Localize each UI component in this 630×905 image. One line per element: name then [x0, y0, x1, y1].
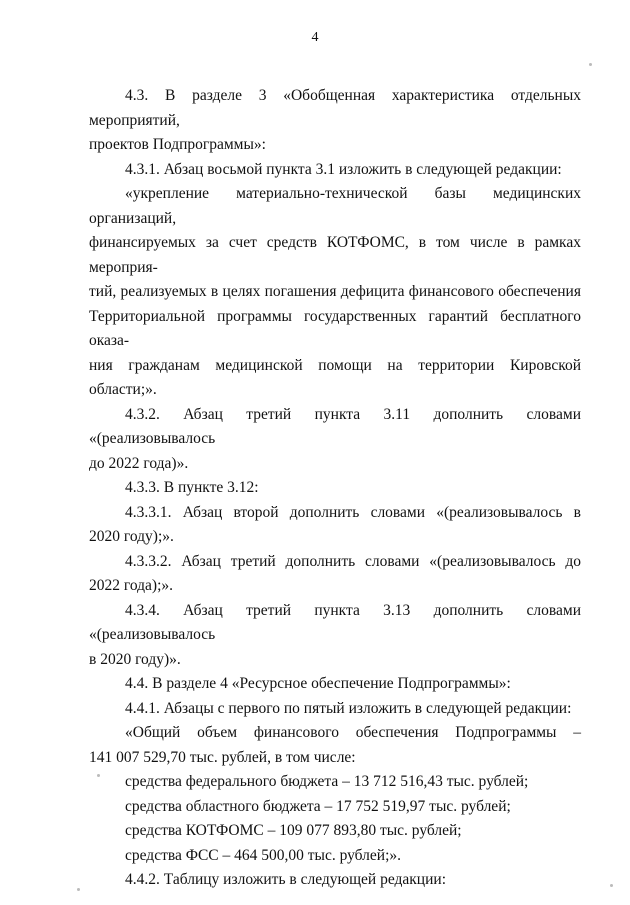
text-line: Территориальной программы государственных гарантий бесплатного оказа- [89, 307, 581, 349]
paragraph-4-4-1 [89, 697, 581, 722]
text-line: 2022 года);». [89, 577, 174, 594]
scan-speck [610, 884, 613, 887]
paragraph-federal-budget [89, 770, 581, 795]
text-line: 4.4. В разделе 4 «Ресурсное обеспечение Подпрограммы»: [125, 675, 511, 692]
text-line: 4.4.1. Абзацы с первого по пятый изложить в следующей редакции: [125, 699, 572, 717]
text-line: тий, реализуемых в целях погашения дефицита финансового обеспечения [89, 283, 581, 300]
paragraph-4-4-2 [89, 868, 581, 893]
text-line: 4.3.1. Абзац восьмой пункта 3.1 изложить в следующей редакции: [125, 160, 562, 178]
document-body [89, 84, 581, 893]
paragraph-4-3-1 [89, 158, 581, 183]
paragraph-regional-budget [89, 795, 581, 820]
paragraph-4-3-3-1 [89, 501, 581, 550]
text-line: 4.3.3.1. Абзац второй дополнить словами «(реализовывалось в [125, 503, 581, 521]
text-line: 4.4.2. Таблицу изложить в следующей редакции: [125, 871, 446, 888]
text-line: ния гражданам медицинской помощи на территории Кировской области;». [89, 356, 581, 398]
text-line: средства ФСС – 464 500,00 тыс. рублей;». [125, 846, 402, 864]
text-line: средства федерального бюджета – 13 712 516,43 тыс. рублей; [125, 773, 529, 790]
text-line: 4.3. В разделе 3 «Обобщенная характеристика отдельных мероприятий, [89, 87, 581, 129]
page-number: 4 [311, 30, 319, 45]
scan-speck [97, 774, 100, 777]
text-line: до 2022 года)». [89, 454, 189, 472]
paragraph-4-3 [89, 84, 581, 158]
scan-speck [589, 63, 592, 66]
paragraph-4-4 [89, 672, 581, 697]
text-line: 4.3.2. Абзац третий пункта 3.11 дополнить словами «(реализовывалось [89, 405, 581, 447]
text-line: 141 007 529,70 тыс. рублей, в том числе: [89, 748, 356, 766]
text-line: 4.3.3. В пункте 3.12: [125, 479, 259, 496]
text-line: проектов Подпрограммы»: [89, 136, 266, 153]
paragraph-4-3-3-2 [89, 550, 581, 599]
paragraph-4-3-4 [89, 599, 581, 673]
paragraph-quote-total [89, 721, 581, 770]
paragraph-kotfoms [89, 819, 581, 844]
paragraph-fss [89, 844, 581, 869]
text-line: «укрепление материально-технической базы медицинских организаций, [89, 185, 581, 227]
text-line: 4.3.4. Абзац третий пункта 3.13 дополнить словами «(реализовывалось [89, 601, 581, 643]
text-line: средства областного бюджета – 17 752 519,97 тыс. рублей; [125, 797, 511, 815]
text-line: финансируемых за счет средств КОТФОМС, в том числе в рамках мероприя- [89, 234, 581, 276]
paragraph-4-3-3 [89, 476, 581, 501]
scan-speck [77, 888, 80, 891]
paragraph-quote-3-1 [89, 182, 581, 403]
text-line: средства КОТФОМС – 109 077 893,80 тыс. рублей; [125, 822, 462, 839]
text-line: «Общий объем финансового обеспечения Подпрограммы – [125, 724, 581, 741]
text-line: 4.3.3.2. Абзац третий дополнить словами «(реализовывалось до [125, 552, 581, 570]
text-line: в 2020 году)». [89, 650, 181, 668]
paragraph-4-3-2 [89, 403, 581, 477]
text-line: 2020 году);». [89, 528, 174, 545]
